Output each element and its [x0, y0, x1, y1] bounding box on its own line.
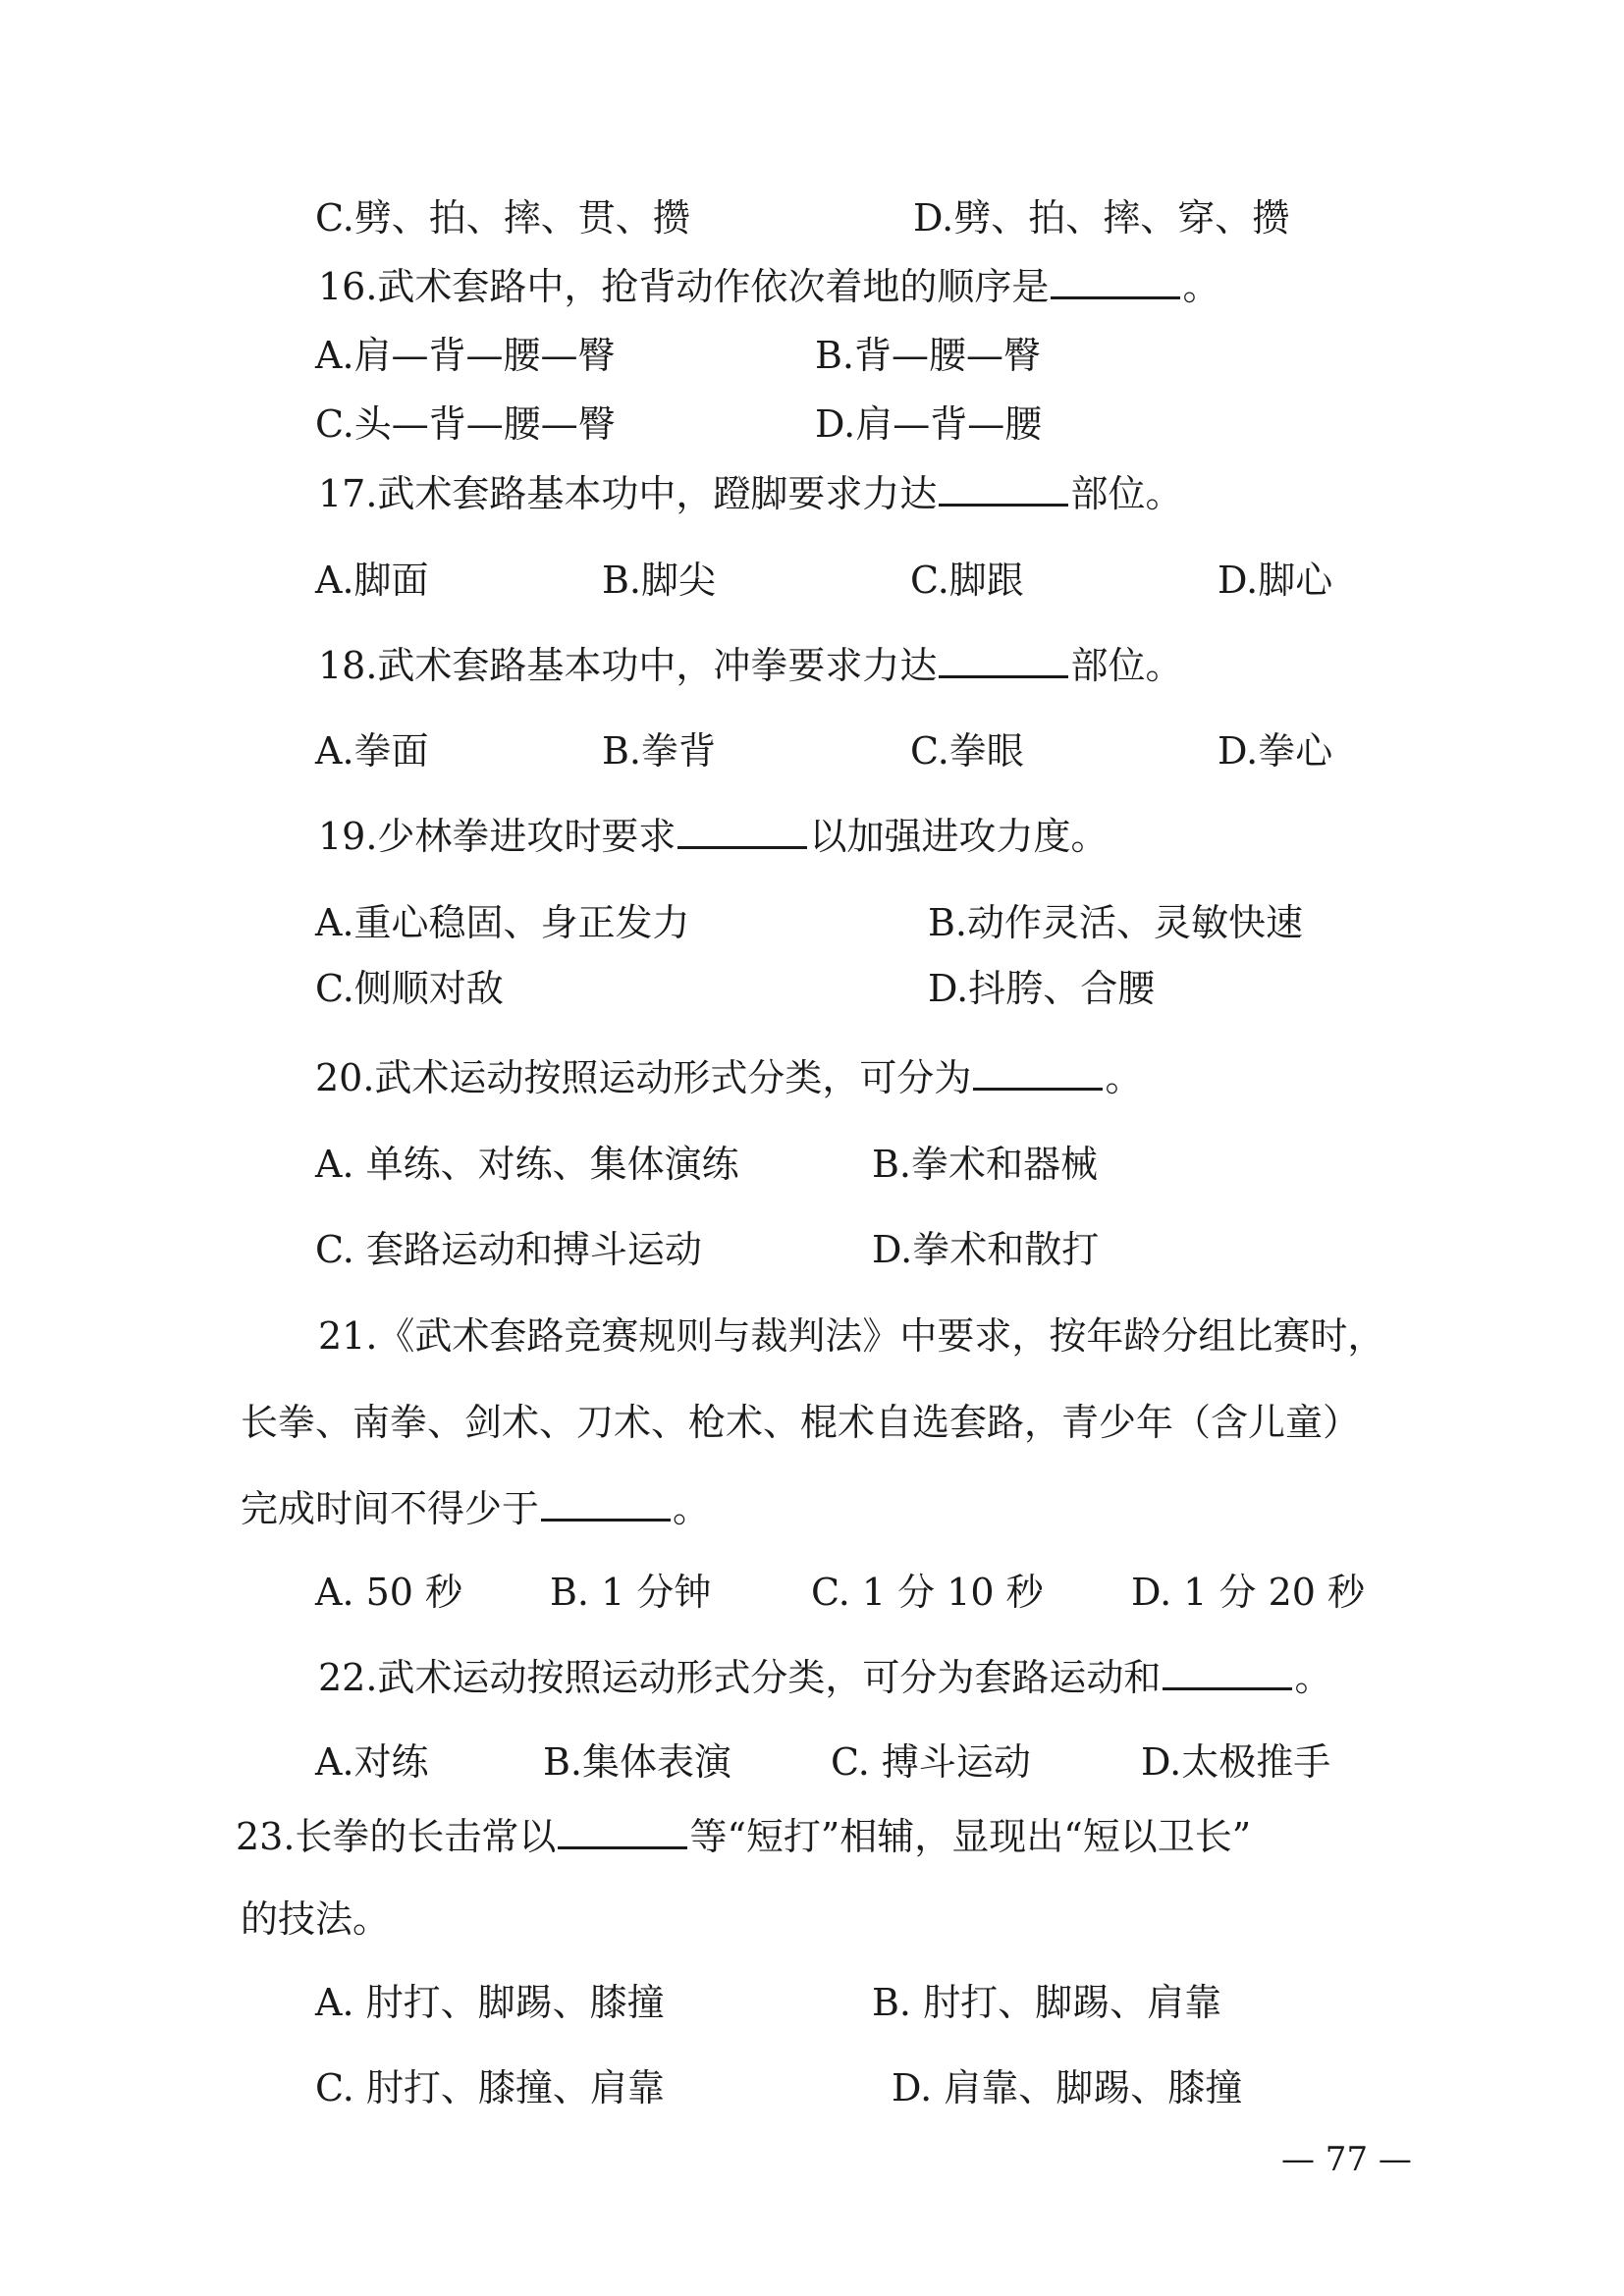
answer-blank: [939, 642, 1068, 678]
answer-blank: [541, 1485, 671, 1522]
q17-option-c: C.脚跟: [910, 559, 1024, 602]
q21-option-a: A. 50 秒: [315, 1571, 463, 1614]
q19-stem-text: 19.少林拳进攻时要求: [318, 815, 677, 858]
q17-option-d: D.脚心: [1218, 559, 1333, 602]
q21-stem-line-3: [241, 1484, 710, 1533]
q16-option-a: A.肩—背—腰—臀: [315, 334, 616, 377]
q19-option-d: D.抖胯、合腰: [928, 967, 1156, 1010]
q20-option-a: A. 单练、对练、集体演练: [315, 1143, 739, 1186]
answer-blank: [1163, 1654, 1292, 1690]
q22-option-c: C. 搏斗运动: [831, 1740, 1031, 1784]
answer-blank: [677, 813, 807, 849]
answer-blank: [1051, 263, 1180, 299]
q23-option-a: A. 肘打、脚踢、膝撞: [315, 1981, 665, 2024]
page-number: — 77 —: [1281, 2140, 1412, 2179]
answer-blank: [939, 470, 1068, 507]
q21-stem-text: 完成时间不得少于: [241, 1487, 540, 1530]
q17-stem: [318, 469, 1182, 518]
q22-stem-text: 22.武术运动按照运动形式分类，可分为套路运动和: [318, 1656, 1162, 1699]
q21-option-d: D. 1 分 20 秒: [1131, 1571, 1366, 1614]
q16-option-d: D.肩—背—腰: [815, 402, 1043, 446]
q23-option-c: C. 肘打、膝撞、肩靠: [315, 2066, 665, 2109]
q22-option-b: B.集体表演: [543, 1740, 732, 1784]
q18-option-b: B.拳背: [602, 729, 717, 773]
q16-stem-text: 16.武术套路中，抢背动作依次着地的顺序是: [318, 265, 1050, 308]
q21-option-b: B. 1 分钟: [550, 1571, 712, 1614]
q17-option-b: B.脚尖: [602, 559, 717, 602]
q22-option-d: D.太极推手: [1141, 1740, 1331, 1784]
q23-stem-line-1: [236, 1812, 1251, 1861]
q16-stem-end: 。: [1182, 265, 1220, 308]
q20-option-b: B.拳术和器械: [872, 1143, 1099, 1186]
q22-stem: [318, 1653, 1331, 1702]
q21-stem-end: 。: [673, 1487, 711, 1530]
q21-stem-line-2: 长拳、南拳、剑术、刀术、枪术、棍术自选套路，青少年（含儿童）: [241, 1401, 1361, 1444]
q19-option-b: B.动作灵活、灵敏快速: [928, 901, 1304, 944]
q20-option-d: D.拳术和散打: [872, 1228, 1100, 1271]
q17-option-a: A.脚面: [315, 559, 429, 602]
q23-option-d: D. 肩靠、脚踢、膝撞: [892, 2066, 1243, 2109]
q19-option-c: C.侧顺对敌: [315, 967, 504, 1010]
q19-stem-end: 以加强进攻力度。: [809, 815, 1109, 858]
q15-option-c: C.劈、拍、摔、贯、攒: [315, 196, 690, 240]
q19-option-a: A.重心稳固、身正发力: [315, 901, 690, 944]
q18-stem: [318, 641, 1182, 690]
q20-stem-text: 20.武术运动按照运动形式分类，可分为: [315, 1056, 972, 1099]
q16-stem: [318, 262, 1219, 311]
answer-blank: [558, 1813, 687, 1849]
q16-option-c: C.头—背—腰—臀: [315, 402, 616, 446]
q19-stem: [318, 812, 1108, 861]
q20-option-c: C. 套路运动和搏斗运动: [315, 1228, 702, 1271]
q20-stem-end: 。: [1105, 1056, 1143, 1099]
q18-stem-end: 部位。: [1070, 644, 1183, 687]
q23-stem-text: 23.长拳的长击常以: [236, 1815, 557, 1858]
q22-stem-end: 。: [1294, 1656, 1332, 1699]
q21-stem-line-1: 21.《武术套路竞赛规则与裁判法》中要求，按年龄分组比赛时，: [318, 1314, 1385, 1358]
q16-option-b: B.背—腰—臀: [815, 334, 1042, 377]
q23-stem-end: 等“短打”相辅，显现出“短以卫长”: [689, 1815, 1252, 1858]
q18-option-d: D.拳心: [1218, 729, 1333, 773]
q18-option-c: C.拳眼: [910, 729, 1024, 773]
q18-stem-text: 18.武术套路基本功中，冲拳要求力达: [318, 644, 938, 687]
q23-stem-line-2: 的技法。: [241, 1897, 391, 1941]
answer-blank: [973, 1054, 1103, 1091]
q22-option-a: A.对练: [315, 1740, 429, 1784]
q20-stem: [315, 1053, 1142, 1102]
q21-option-c: C. 1 分 10 秒: [811, 1571, 1044, 1614]
q17-stem-end: 部位。: [1070, 472, 1183, 515]
q15-option-d: D.劈、拍、摔、穿、攒: [913, 196, 1290, 240]
q18-option-a: A.拳面: [315, 729, 429, 773]
q23-option-b: B. 肘打、脚踢、肩靠: [872, 1981, 1222, 2024]
q17-stem-text: 17.武术套路基本功中，蹬脚要求力达: [318, 472, 938, 515]
